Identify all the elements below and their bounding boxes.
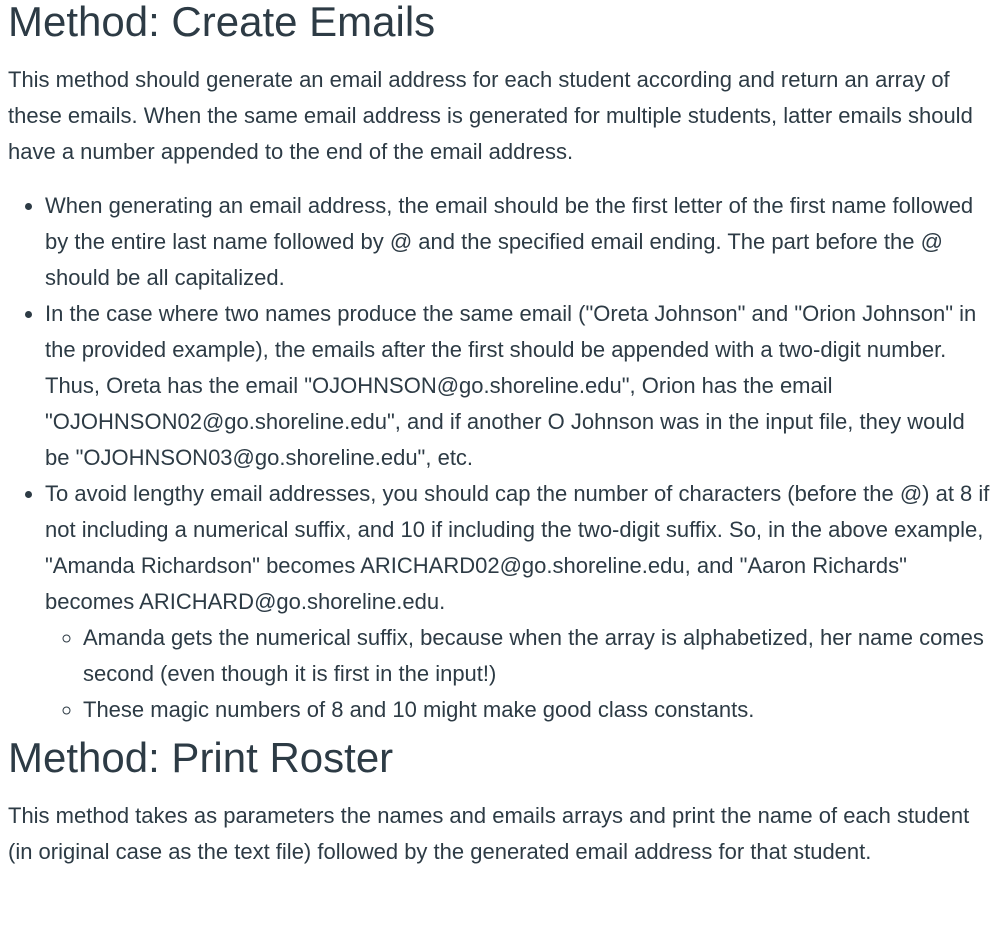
sub-bullet-item-amanda-suffix: ◦ Amanda gets the numerical suffix, because when the array is alphabetized, her name comes second (even though it is first in the input!) xyxy=(83,620,994,692)
sub-bullet-item-magic-numbers: ◦ These magic numbers of 8 and 10 might make good class constants. xyxy=(83,692,994,728)
create-emails-bullet-list xyxy=(8,188,994,728)
create-emails-intro: This method should generate an email address for each student according and return an array of these emails. When the same email address is generated for multiple students, latter emails should have a number appended to the end of the email address. xyxy=(8,67,973,164)
section-heading-create-emails: Method: Create Emails xyxy=(8,0,436,45)
sub-bullet-list xyxy=(45,620,994,728)
print-roster-intro: This method takes as parameters the names and emails arrays and print the name of each student (in original case as the text file) followed by the generated email address for that student. xyxy=(8,803,970,864)
bullet-item-character-cap xyxy=(45,476,994,728)
section-heading-print-roster: Method: Print Roster xyxy=(8,734,394,781)
bullet-text-character-cap: To avoid lengthy email addresses, you should cap the number of characters (before the @) at 8 if not including a numerical suffix, and 10 if including the two-digit suffix. So, in the above example, "Amanda Richardson" becomes ARICHARD02@go.shoreline.edu, and "Aaron Richards" becomes ARICHARD@go.shoreline.edu. xyxy=(45,481,990,614)
bullet-item-duplicate-emails: • In the case where two names produce the same email ("Oreta Johnson" and "Orion Johnson" in the provided example), the emails after the first should be appended with a two-digit number. Thus, Oreta has the email "OJOHNSON@go.shoreline.edu", Orion has the email "OJOHNSON02@go.shoreline.edu", and if another O Johnson was in the input file, they would be "OJOHNSON03@go.shoreline.edu", etc. xyxy=(45,296,994,476)
bullet-item-email-format: • When generating an email address, the email should be the first letter of the first name followed by the entire last name followed by @ and the specified email ending. The part before the @ should be all capitalized. xyxy=(45,188,994,296)
